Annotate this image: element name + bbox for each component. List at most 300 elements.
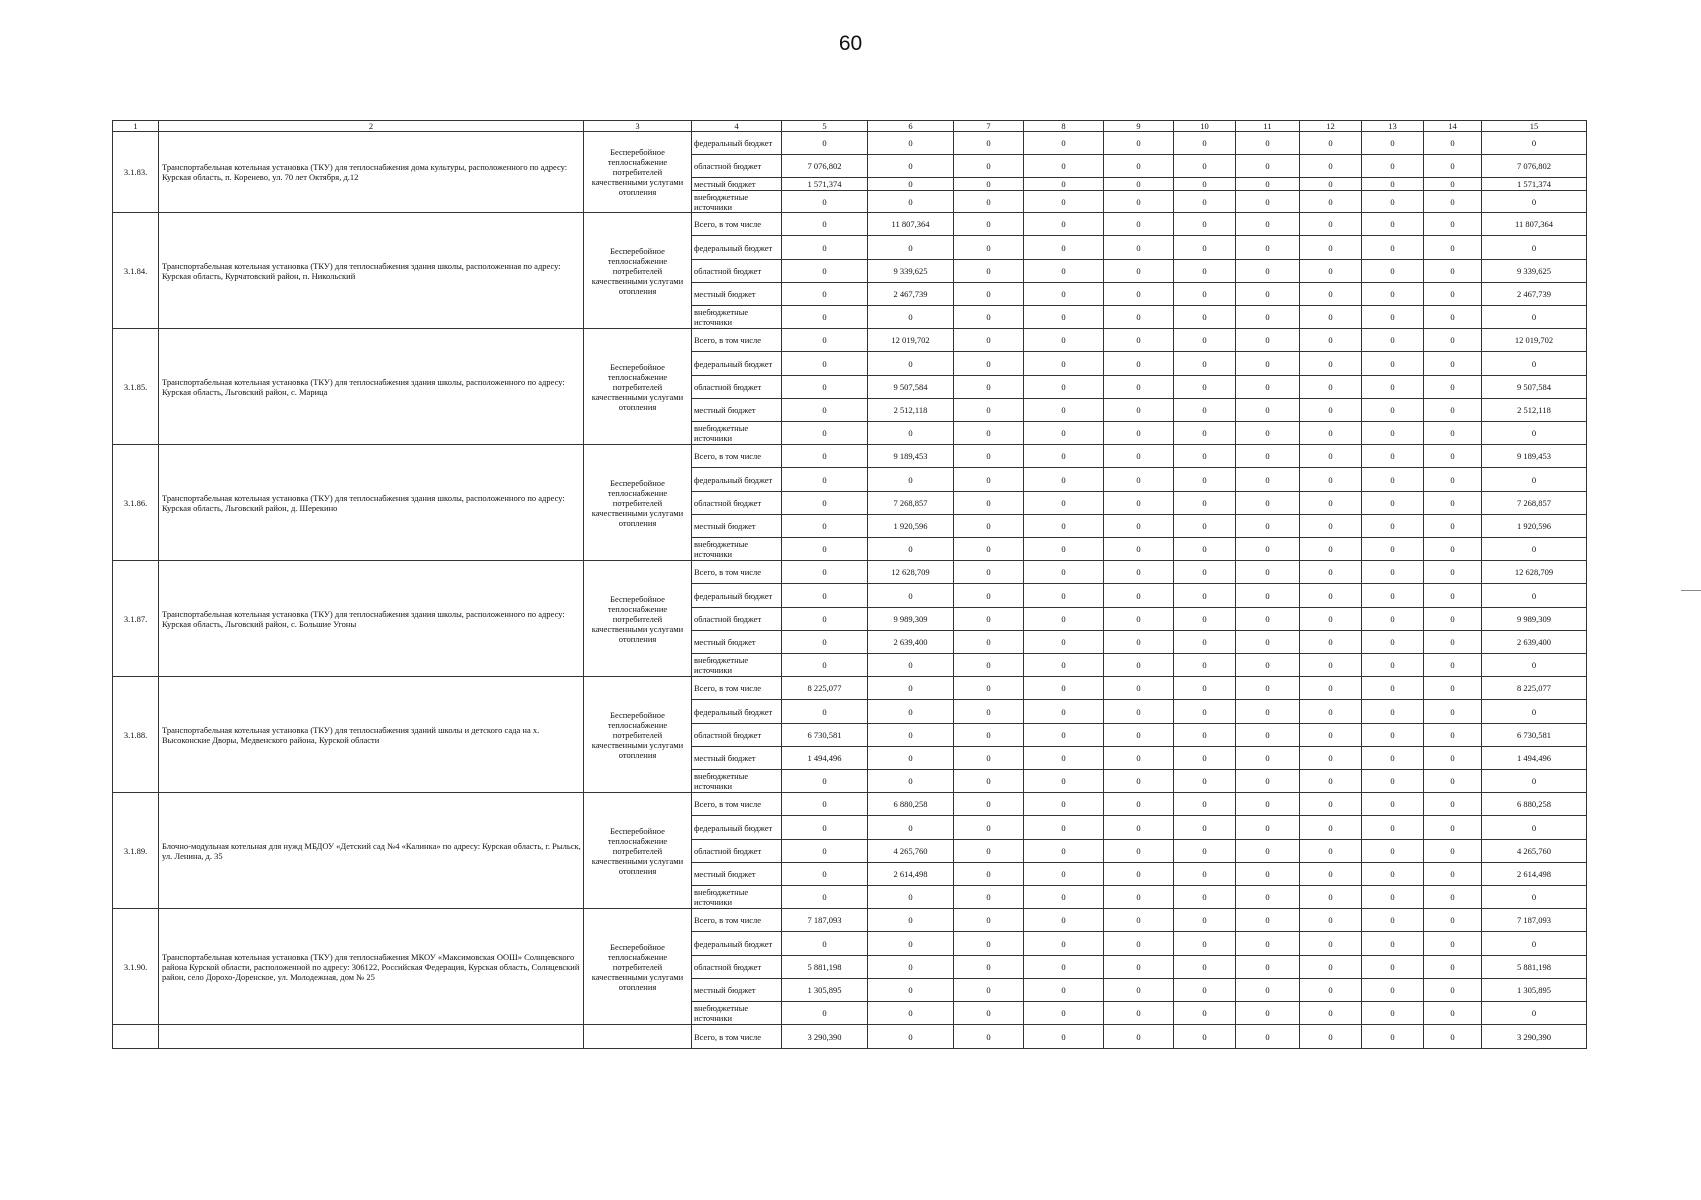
value-col-14: 0: [1424, 468, 1482, 492]
value-col-15: 2 512,118: [1482, 399, 1587, 422]
value-col-5: 0: [782, 863, 868, 886]
value-col-11: 0: [1236, 155, 1300, 178]
value-col-8: 0: [1024, 747, 1104, 770]
value-col-10: 0: [1174, 631, 1236, 654]
value-col-7: 0: [954, 956, 1024, 979]
value-col-9: 0: [1104, 700, 1174, 724]
value-col-13: 0: [1362, 178, 1424, 191]
value-col-8: 0: [1024, 816, 1104, 840]
value-col-10: 0: [1174, 770, 1236, 793]
funding-source: местный бюджет: [692, 399, 782, 422]
value-col-15: 1 920,596: [1482, 515, 1587, 538]
value-col-11: 0: [1236, 445, 1300, 468]
item-code: [113, 1025, 159, 1049]
funding-source: федеральный бюджет: [692, 700, 782, 724]
value-col-12: 0: [1300, 932, 1362, 956]
value-col-15: 1 571,374: [1482, 178, 1587, 191]
value-col-11: 0: [1236, 1025, 1300, 1049]
value-col-12: 0: [1300, 584, 1362, 608]
funding-source: областной бюджет: [692, 608, 782, 631]
funding-source: внебюджетные источники: [692, 654, 782, 677]
value-col-15: 0: [1482, 538, 1587, 561]
funding-source: внебюджетные источники: [692, 1002, 782, 1025]
value-col-15: 0: [1482, 422, 1587, 445]
value-col-15: 0: [1482, 770, 1587, 793]
value-col-14: 0: [1424, 399, 1482, 422]
value-col-6: 0: [868, 236, 954, 260]
funding-source: местный бюджет: [692, 747, 782, 770]
value-col-5: 6 730,581: [782, 724, 868, 747]
item-code: 3.1.86.: [113, 445, 159, 561]
value-col-10: 0: [1174, 492, 1236, 515]
value-col-8: 0: [1024, 538, 1104, 561]
value-col-6: 0: [868, 700, 954, 724]
value-col-10: 0: [1174, 236, 1236, 260]
value-col-6: 0: [868, 191, 954, 213]
value-col-13: 0: [1362, 515, 1424, 538]
value-col-11: 0: [1236, 283, 1300, 306]
funding-source: областной бюджет: [692, 376, 782, 399]
value-col-11: 0: [1236, 422, 1300, 445]
item-code: 3.1.90.: [113, 909, 159, 1025]
value-col-7: 0: [954, 840, 1024, 863]
value-col-14: 0: [1424, 178, 1482, 191]
value-col-12: 0: [1300, 283, 1362, 306]
value-col-6: 7 268,857: [868, 492, 954, 515]
value-col-5: 0: [782, 584, 868, 608]
funding-source: местный бюджет: [692, 283, 782, 306]
value-col-9: 0: [1104, 213, 1174, 236]
funding-source: внебюджетные источники: [692, 770, 782, 793]
value-col-14: 0: [1424, 747, 1482, 770]
value-col-5: 0: [782, 260, 868, 283]
value-col-10: 0: [1174, 561, 1236, 584]
value-col-9: 0: [1104, 538, 1174, 561]
value-col-8: 0: [1024, 631, 1104, 654]
header-cell: 13: [1362, 121, 1424, 132]
value-col-8: 0: [1024, 932, 1104, 956]
value-col-14: 0: [1424, 445, 1482, 468]
value-col-11: 0: [1236, 654, 1300, 677]
value-col-11: 0: [1236, 213, 1300, 236]
value-col-6: 0: [868, 886, 954, 909]
value-col-10: 0: [1174, 178, 1236, 191]
value-col-11: 0: [1236, 677, 1300, 700]
value-col-5: 8 225,077: [782, 677, 868, 700]
value-col-14: 0: [1424, 631, 1482, 654]
item-code: 3.1.84.: [113, 213, 159, 329]
value-col-8: 0: [1024, 793, 1104, 816]
value-col-7: 0: [954, 399, 1024, 422]
value-col-14: 0: [1424, 422, 1482, 445]
value-col-8: 0: [1024, 352, 1104, 376]
value-col-10: 0: [1174, 932, 1236, 956]
item-name: Транспортабельная котельная установка (ТКУ) для теплоснабжения дома культуры, расположенного по адресу: Курская область, п. Коренево, ул. 70 лет Октября, д.12: [159, 132, 584, 213]
value-col-12: 0: [1300, 1025, 1362, 1049]
value-col-10: 0: [1174, 1002, 1236, 1025]
value-col-5: 0: [782, 399, 868, 422]
value-col-6: 2 467,739: [868, 283, 954, 306]
value-col-14: 0: [1424, 584, 1482, 608]
value-col-14: 0: [1424, 376, 1482, 399]
value-col-9: 0: [1104, 631, 1174, 654]
value-col-6: 0: [868, 538, 954, 561]
value-col-14: 0: [1424, 886, 1482, 909]
value-col-13: 0: [1362, 352, 1424, 376]
value-col-12: 0: [1300, 816, 1362, 840]
value-col-5: 0: [782, 468, 868, 492]
value-col-9: 0: [1104, 956, 1174, 979]
value-col-11: 0: [1236, 700, 1300, 724]
value-col-12: 0: [1300, 399, 1362, 422]
value-col-7: 0: [954, 132, 1024, 155]
value-col-5: 5 881,198: [782, 956, 868, 979]
value-col-8: 0: [1024, 840, 1104, 863]
value-col-5: 0: [782, 352, 868, 376]
value-col-9: 0: [1104, 584, 1174, 608]
value-col-8: 0: [1024, 608, 1104, 631]
value-col-11: 0: [1236, 631, 1300, 654]
value-col-8: 0: [1024, 700, 1104, 724]
value-col-5: 0: [782, 329, 868, 352]
funding-source: Всего, в том числе: [692, 329, 782, 352]
value-col-6: 0: [868, 932, 954, 956]
funding-source: Всего, в том числе: [692, 445, 782, 468]
value-col-15: 7 268,857: [1482, 492, 1587, 515]
value-col-13: 0: [1362, 283, 1424, 306]
value-col-12: 0: [1300, 445, 1362, 468]
value-col-10: 0: [1174, 132, 1236, 155]
value-col-15: 2 639,400: [1482, 631, 1587, 654]
value-col-12: 0: [1300, 236, 1362, 260]
value-col-10: 0: [1174, 422, 1236, 445]
value-col-14: 0: [1424, 863, 1482, 886]
value-col-14: 0: [1424, 352, 1482, 376]
table-row: [113, 1025, 1587, 1049]
value-col-14: 0: [1424, 770, 1482, 793]
value-col-9: 0: [1104, 132, 1174, 155]
value-col-14: 0: [1424, 306, 1482, 329]
value-col-8: 0: [1024, 306, 1104, 329]
funding-source: Всего, в том числе: [692, 1025, 782, 1049]
value-col-8: 0: [1024, 909, 1104, 932]
value-col-6: 0: [868, 1025, 954, 1049]
funding-source: Всего, в том числе: [692, 793, 782, 816]
value-col-6: 0: [868, 155, 954, 178]
header-cell: 3: [584, 121, 692, 132]
value-col-6: 0: [868, 468, 954, 492]
value-col-10: 0: [1174, 700, 1236, 724]
table-row: [113, 561, 1587, 584]
value-col-6: 0: [868, 909, 954, 932]
value-col-13: 0: [1362, 909, 1424, 932]
value-col-7: 0: [954, 352, 1024, 376]
item-purpose: Бесперебойное теплоснабжение потребителей качественными услугами отопления: [584, 677, 692, 793]
funding-source: областной бюджет: [692, 492, 782, 515]
value-col-7: 0: [954, 422, 1024, 445]
value-col-6: 6 880,258: [868, 793, 954, 816]
value-col-12: 0: [1300, 492, 1362, 515]
value-col-5: 0: [782, 132, 868, 155]
value-col-15: 0: [1482, 1002, 1587, 1025]
value-col-5: 1 305,895: [782, 979, 868, 1002]
value-col-15: 0: [1482, 816, 1587, 840]
value-col-15: 2 467,739: [1482, 283, 1587, 306]
funding-source: областной бюджет: [692, 260, 782, 283]
value-col-15: 3 290,390: [1482, 1025, 1587, 1049]
value-col-5: 0: [782, 793, 868, 816]
value-col-8: 0: [1024, 155, 1104, 178]
value-col-12: 0: [1300, 132, 1362, 155]
value-col-13: 0: [1362, 492, 1424, 515]
value-col-11: 0: [1236, 724, 1300, 747]
value-col-7: 0: [954, 1025, 1024, 1049]
value-col-10: 0: [1174, 1025, 1236, 1049]
value-col-9: 0: [1104, 1002, 1174, 1025]
value-col-13: 0: [1362, 422, 1424, 445]
value-col-11: 0: [1236, 515, 1300, 538]
value-col-15: 0: [1482, 886, 1587, 909]
value-col-9: 0: [1104, 515, 1174, 538]
value-col-13: 0: [1362, 956, 1424, 979]
value-col-13: 0: [1362, 700, 1424, 724]
value-col-8: 0: [1024, 1025, 1104, 1049]
funding-source: федеральный бюджет: [692, 236, 782, 260]
value-col-14: 0: [1424, 561, 1482, 584]
value-col-10: 0: [1174, 213, 1236, 236]
value-col-10: 0: [1174, 909, 1236, 932]
value-col-8: 0: [1024, 376, 1104, 399]
header-row: [113, 121, 1587, 132]
value-col-8: 0: [1024, 654, 1104, 677]
header-cell: 12: [1300, 121, 1362, 132]
item-purpose: Бесперебойное теплоснабжение потребителей качественными услугами отопления: [584, 561, 692, 677]
value-col-8: 0: [1024, 492, 1104, 515]
value-col-7: 0: [954, 306, 1024, 329]
value-col-11: 0: [1236, 352, 1300, 376]
value-col-8: 0: [1024, 770, 1104, 793]
value-col-15: 5 881,198: [1482, 956, 1587, 979]
value-col-12: 0: [1300, 260, 1362, 283]
value-col-10: 0: [1174, 260, 1236, 283]
value-col-12: 0: [1300, 306, 1362, 329]
value-col-14: 0: [1424, 979, 1482, 1002]
value-col-7: 0: [954, 329, 1024, 352]
value-col-5: 0: [782, 213, 868, 236]
value-col-14: 0: [1424, 932, 1482, 956]
item-name: Транспортабельная котельная установка (ТКУ) для теплоснабжения здания школы, расположенного по адресу: Курская область, Льговский район, д. Шерекино: [159, 445, 584, 561]
value-col-7: 0: [954, 886, 1024, 909]
value-col-14: 0: [1424, 608, 1482, 631]
header-cell: 5: [782, 121, 868, 132]
funding-source: областной бюджет: [692, 724, 782, 747]
value-col-5: 0: [782, 1002, 868, 1025]
value-col-5: 0: [782, 236, 868, 260]
value-col-8: 0: [1024, 677, 1104, 700]
value-col-5: 0: [782, 561, 868, 584]
value-col-15: 0: [1482, 132, 1587, 155]
value-col-14: 0: [1424, 515, 1482, 538]
value-col-13: 0: [1362, 191, 1424, 213]
value-col-8: 0: [1024, 191, 1104, 213]
value-col-7: 0: [954, 793, 1024, 816]
value-col-5: 1 494,496: [782, 747, 868, 770]
value-col-11: 0: [1236, 932, 1300, 956]
value-col-7: 0: [954, 584, 1024, 608]
value-col-6: 0: [868, 306, 954, 329]
value-col-5: 0: [782, 700, 868, 724]
value-col-7: 0: [954, 608, 1024, 631]
value-col-12: 0: [1300, 747, 1362, 770]
value-col-7: 0: [954, 654, 1024, 677]
value-col-9: 0: [1104, 724, 1174, 747]
value-col-10: 0: [1174, 306, 1236, 329]
value-col-12: 0: [1300, 329, 1362, 352]
value-col-5: 0: [782, 631, 868, 654]
value-col-12: 0: [1300, 979, 1362, 1002]
value-col-12: 0: [1300, 1002, 1362, 1025]
value-col-15: 1 305,895: [1482, 979, 1587, 1002]
value-col-15: 0: [1482, 352, 1587, 376]
value-col-9: 0: [1104, 677, 1174, 700]
value-col-6: 12 628,709: [868, 561, 954, 584]
header-cell: 7: [954, 121, 1024, 132]
header-cell: 4: [692, 121, 782, 132]
table-row: [113, 213, 1587, 236]
value-col-11: 0: [1236, 770, 1300, 793]
value-col-7: 0: [954, 561, 1024, 584]
value-col-6: 0: [868, 677, 954, 700]
value-col-7: 0: [954, 445, 1024, 468]
page-number: 60: [838, 32, 863, 55]
value-col-15: 8 225,077: [1482, 677, 1587, 700]
value-col-6: 12 019,702: [868, 329, 954, 352]
value-col-9: 0: [1104, 306, 1174, 329]
value-col-12: 0: [1300, 515, 1362, 538]
value-col-5: 7 076,802: [782, 155, 868, 178]
value-col-11: 0: [1236, 793, 1300, 816]
funding-source: Всего, в том числе: [692, 909, 782, 932]
header-cell: 14: [1424, 121, 1482, 132]
value-col-5: 0: [782, 515, 868, 538]
funding-source: местный бюджет: [692, 631, 782, 654]
item-code: 3.1.85.: [113, 329, 159, 445]
value-col-14: 0: [1424, 329, 1482, 352]
value-col-15: 6 730,581: [1482, 724, 1587, 747]
value-col-8: 0: [1024, 213, 1104, 236]
funding-source: федеральный бюджет: [692, 816, 782, 840]
value-col-8: 0: [1024, 178, 1104, 191]
value-col-6: 9 507,584: [868, 376, 954, 399]
item-name: Транспортабельная котельная установка (ТКУ) для теплоснабжения зданий школы и детского сада на х. Высоконские Дворы, Медвенского района, Курской области: [159, 677, 584, 793]
value-col-12: 0: [1300, 352, 1362, 376]
value-col-6: 0: [868, 178, 954, 191]
value-col-5: 0: [782, 816, 868, 840]
value-col-8: 0: [1024, 468, 1104, 492]
value-col-12: 0: [1300, 213, 1362, 236]
value-col-13: 0: [1362, 155, 1424, 178]
value-col-15: 0: [1482, 584, 1587, 608]
value-col-5: 0: [782, 840, 868, 863]
value-col-13: 0: [1362, 863, 1424, 886]
value-col-9: 0: [1104, 260, 1174, 283]
funding-source: областной бюджет: [692, 956, 782, 979]
value-col-11: 0: [1236, 1002, 1300, 1025]
value-col-7: 0: [954, 1002, 1024, 1025]
value-col-11: 0: [1236, 468, 1300, 492]
value-col-7: 0: [954, 724, 1024, 747]
value-col-9: 0: [1104, 236, 1174, 260]
item-purpose: [584, 1025, 692, 1049]
table-row: [113, 909, 1587, 932]
value-col-7: 0: [954, 932, 1024, 956]
value-col-9: 0: [1104, 608, 1174, 631]
value-col-6: 9 339,625: [868, 260, 954, 283]
funding-source: Всего, в том числе: [692, 677, 782, 700]
value-col-11: 0: [1236, 260, 1300, 283]
funding-source: Всего, в том числе: [692, 561, 782, 584]
value-col-10: 0: [1174, 886, 1236, 909]
value-col-5: 0: [782, 886, 868, 909]
value-col-12: 0: [1300, 677, 1362, 700]
header-cell: 9: [1104, 121, 1174, 132]
value-col-8: 0: [1024, 956, 1104, 979]
header-cell: 11: [1236, 121, 1300, 132]
item-purpose: Бесперебойное теплоснабжение потребителей качественными услугами отопления: [584, 213, 692, 329]
value-col-10: 0: [1174, 793, 1236, 816]
header-cell: 2: [159, 121, 584, 132]
value-col-15: 9 507,584: [1482, 376, 1587, 399]
value-col-10: 0: [1174, 538, 1236, 561]
value-col-13: 0: [1362, 816, 1424, 840]
value-col-14: 0: [1424, 191, 1482, 213]
value-col-7: 0: [954, 492, 1024, 515]
value-col-10: 0: [1174, 399, 1236, 422]
value-col-5: 3 290,390: [782, 1025, 868, 1049]
value-col-13: 0: [1362, 329, 1424, 352]
value-col-10: 0: [1174, 376, 1236, 399]
value-col-8: 0: [1024, 260, 1104, 283]
value-col-10: 0: [1174, 155, 1236, 178]
value-col-11: 0: [1236, 399, 1300, 422]
value-col-6: 0: [868, 584, 954, 608]
value-col-5: 7 187,093: [782, 909, 868, 932]
value-col-7: 0: [954, 700, 1024, 724]
value-col-12: 0: [1300, 608, 1362, 631]
value-col-11: 0: [1236, 816, 1300, 840]
value-col-15: 9 989,309: [1482, 608, 1587, 631]
value-col-9: 0: [1104, 191, 1174, 213]
value-col-14: 0: [1424, 538, 1482, 561]
value-col-14: 0: [1424, 700, 1482, 724]
value-col-8: 0: [1024, 329, 1104, 352]
value-col-14: 0: [1424, 1002, 1482, 1025]
value-col-11: 0: [1236, 886, 1300, 909]
value-col-15: 6 880,258: [1482, 793, 1587, 816]
header-cell: 8: [1024, 121, 1104, 132]
value-col-14: 0: [1424, 909, 1482, 932]
scan-edge-mark: [1681, 590, 1701, 591]
value-col-12: 0: [1300, 724, 1362, 747]
value-col-10: 0: [1174, 445, 1236, 468]
value-col-9: 0: [1104, 445, 1174, 468]
value-col-13: 0: [1362, 724, 1424, 747]
value-col-13: 0: [1362, 132, 1424, 155]
value-col-8: 0: [1024, 515, 1104, 538]
value-col-7: 0: [954, 747, 1024, 770]
value-col-10: 0: [1174, 840, 1236, 863]
value-col-15: 0: [1482, 468, 1587, 492]
